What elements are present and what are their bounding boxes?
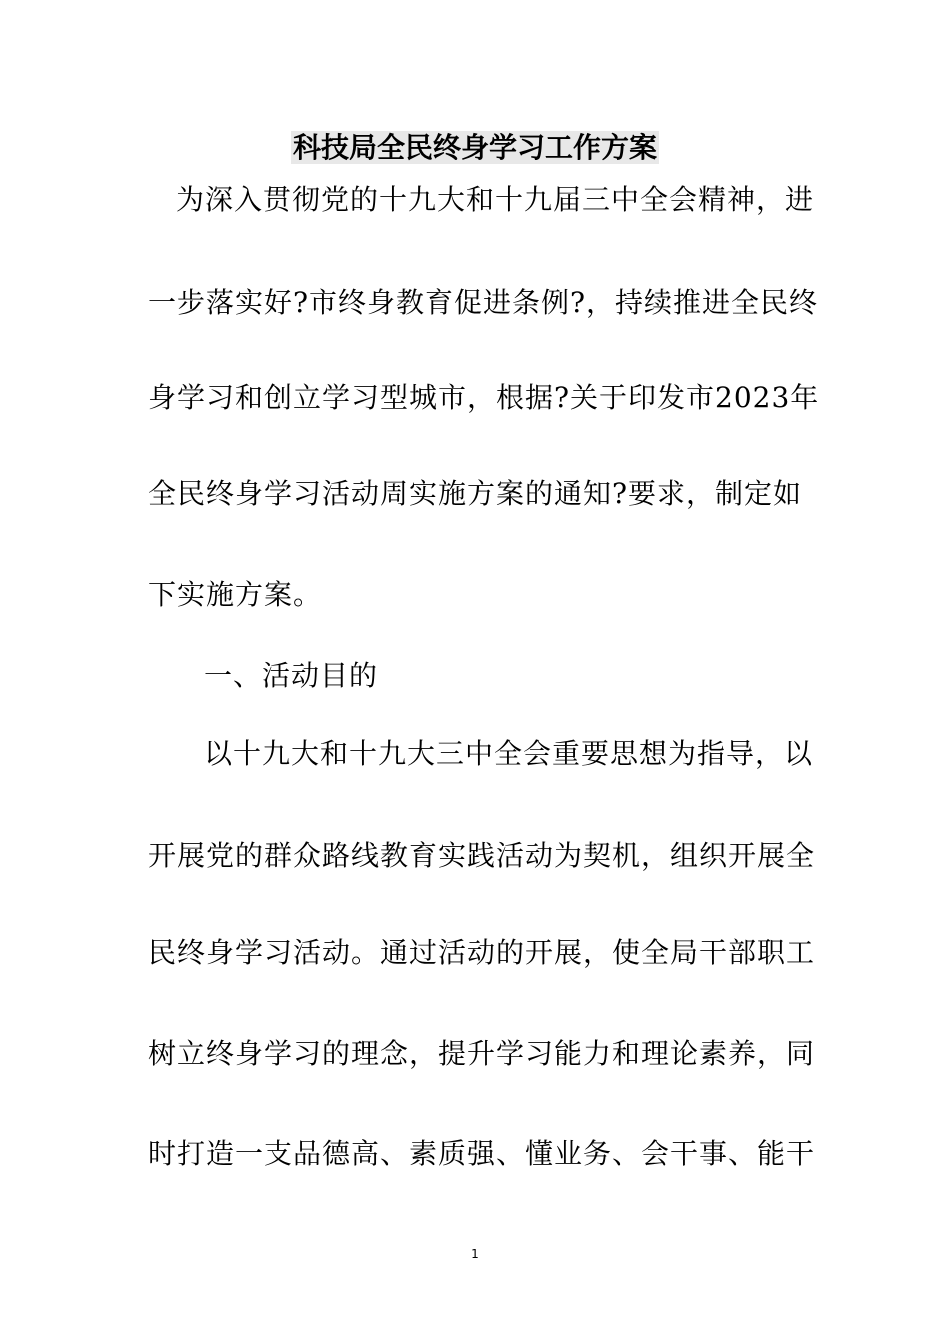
paragraph-line: 开展党的群众路线教育实践活动为契机，组织开展全	[148, 839, 816, 872]
section-heading: 一、活动目的	[204, 659, 379, 692]
paragraph-line: 下实施方案。	[148, 578, 323, 611]
document-title-text: 科技局全民终身学习工作方案	[292, 131, 657, 164]
document-title	[0, 128, 950, 168]
paragraph-line: 全民终身学习活动周实施方案的通知?要求，制定如	[148, 477, 803, 510]
paragraph-line: 民终身学习活动。通过活动的开展，使全局干部职工	[148, 936, 816, 969]
paragraph-line: 以十九大和十九大三中全会重要思想为指导，以	[204, 737, 814, 770]
paragraph-line: 一步落实好?市终身教育促进条例?，持续推进全民终	[148, 286, 819, 319]
page-number: 1	[471, 1247, 479, 1261]
paragraph-line: 身学习和创立学习型城市，根据?关于印发市2023年	[148, 381, 820, 414]
paragraph-line: 时打造一支品德高、素质强、懂业务、会干事、能干	[148, 1137, 816, 1170]
paragraph-line: 为深入贯彻党的十九大和十九届三中全会精神，进	[176, 183, 815, 216]
paragraph-line: 树立终身学习的理念，提升学习能力和理论素养，同	[148, 1037, 816, 1070]
